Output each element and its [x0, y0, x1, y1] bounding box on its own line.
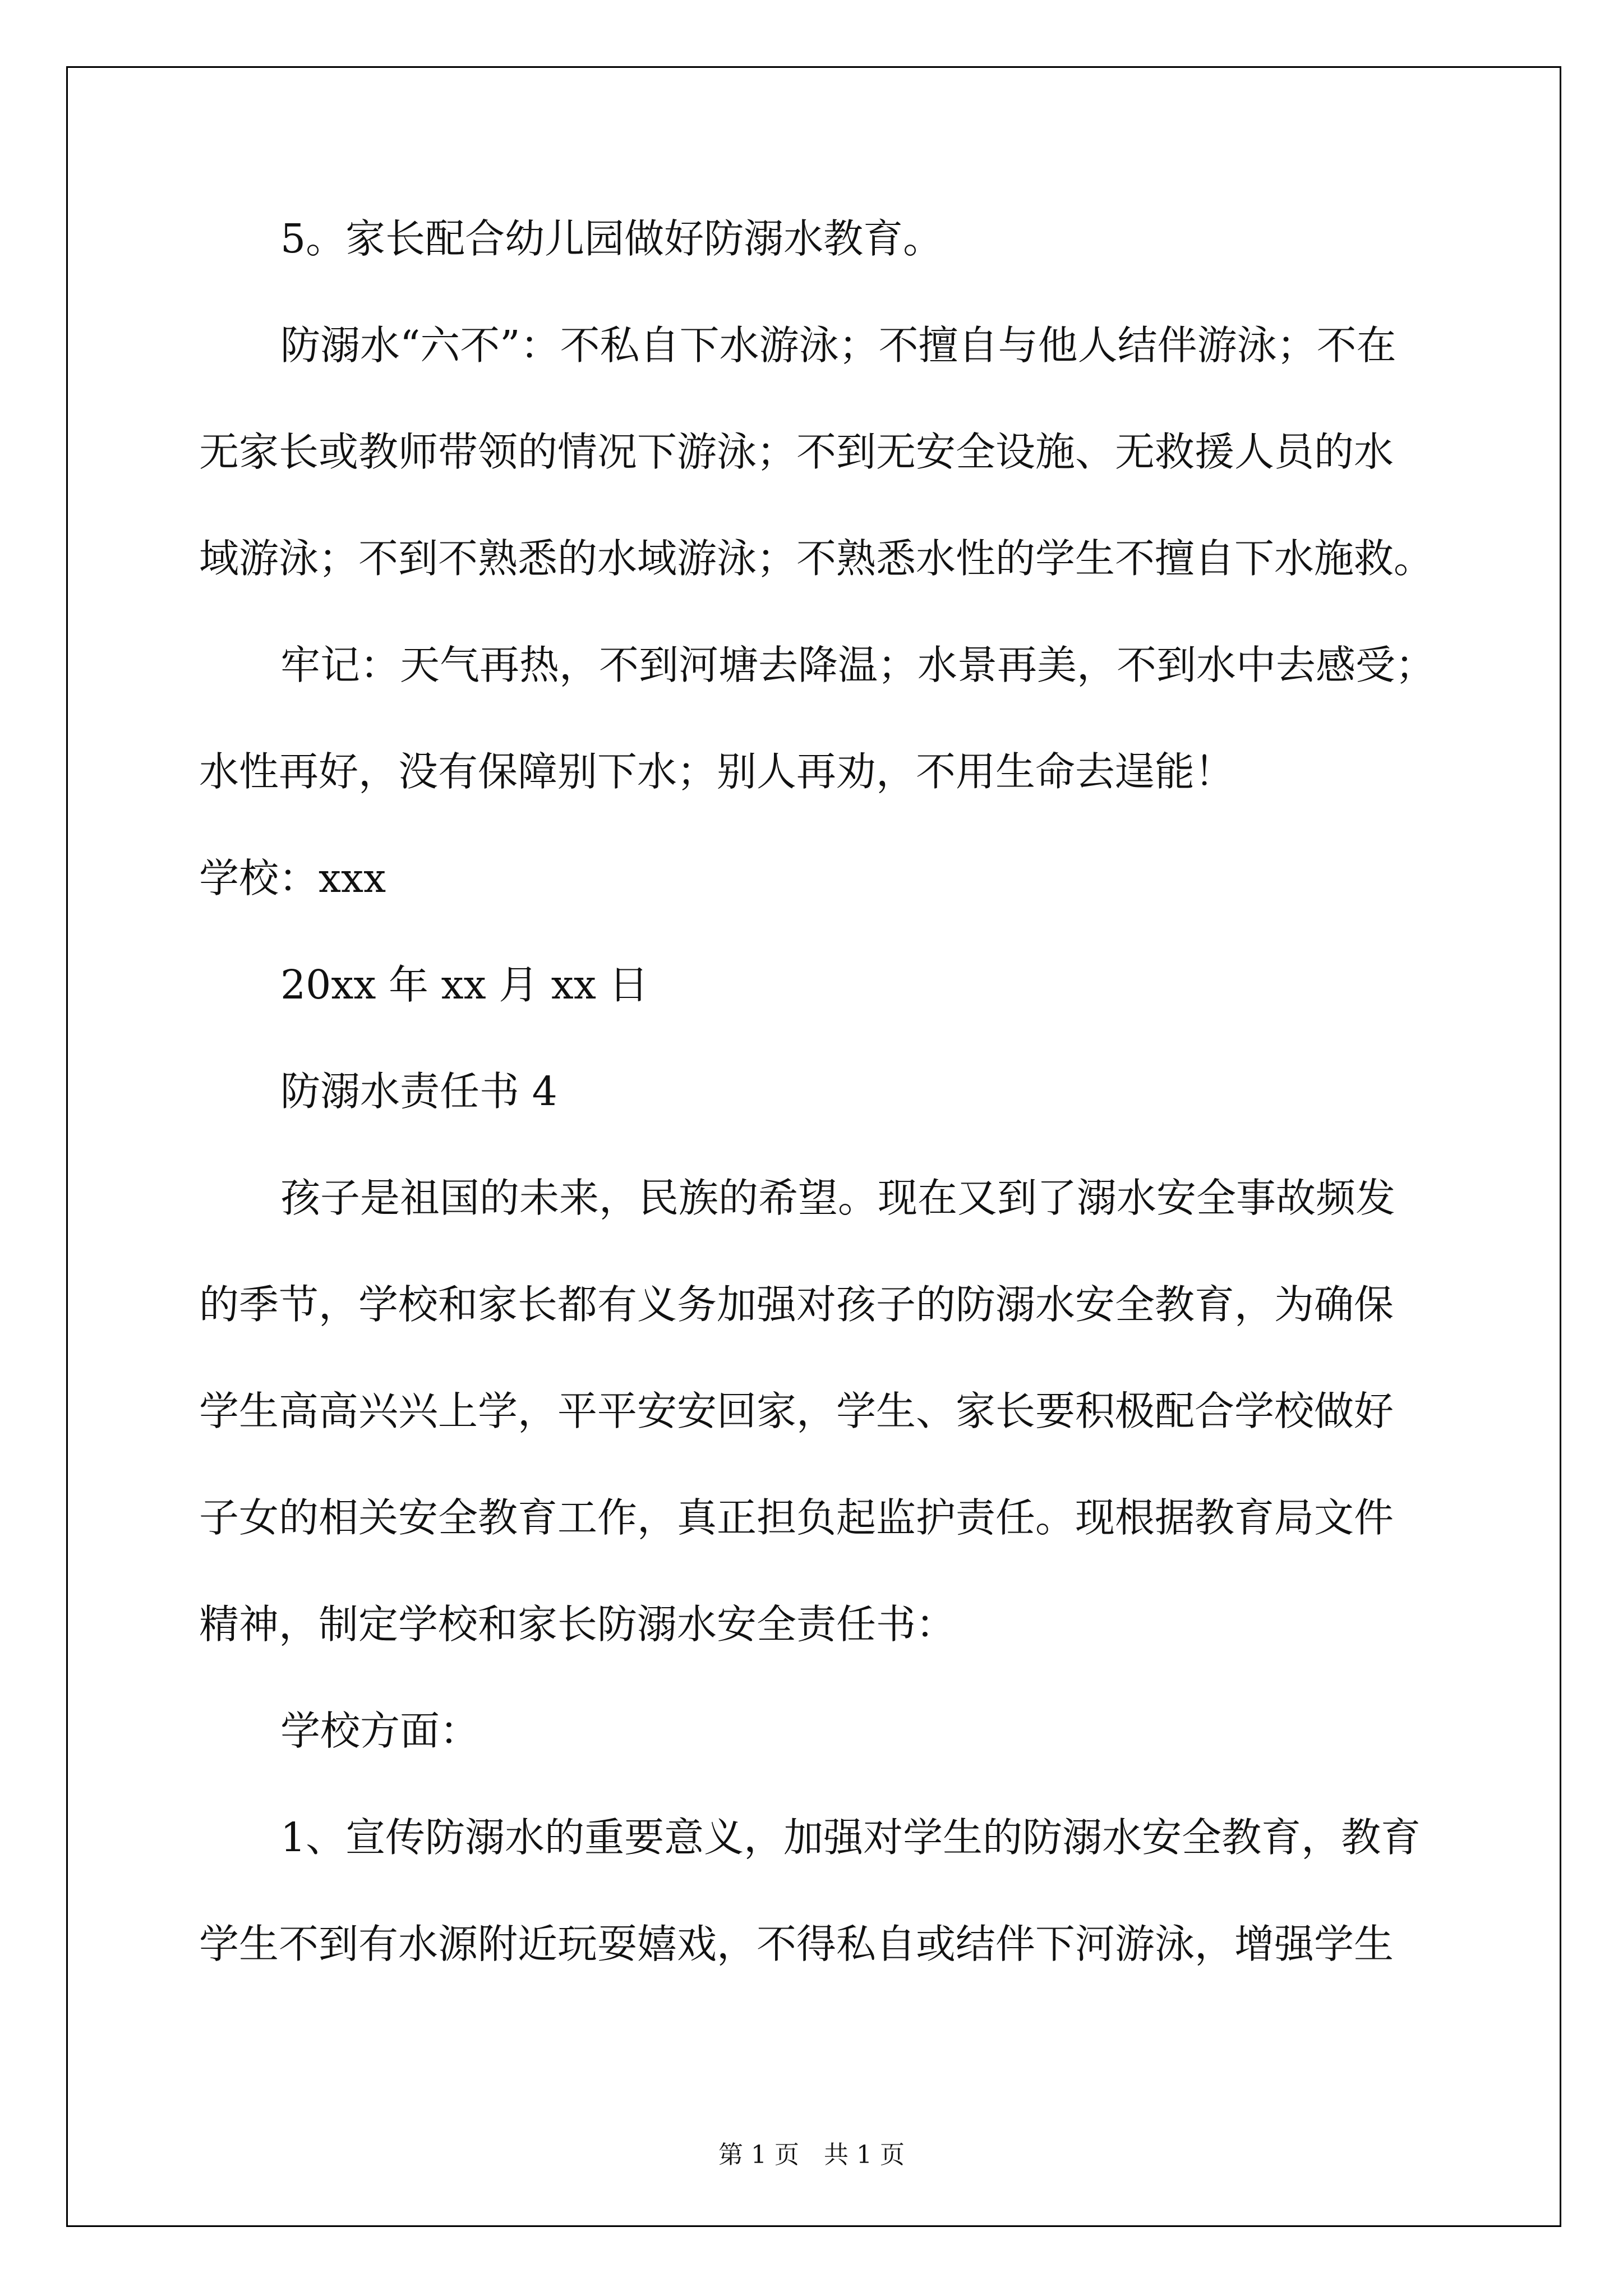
paragraph-line: 学生不到有水源附近玩耍嬉戏，不得私自或结伴下河游泳，增强学生: [199, 1921, 1394, 1967]
paragraph-line: 1、宣传防溺水的重要意义，加强对学生的防溺水安全教育，教育: [280, 1814, 1421, 1861]
page-footer: 第 1 页 共 1 页: [718, 2141, 905, 2169]
subsection-heading: 学校方面：: [280, 1708, 480, 1754]
page-border: [66, 66, 1561, 2227]
paragraph-line: 的季节，学校和家长都有义务加强对孩子的防溺水安全教育，为确保: [199, 1281, 1394, 1328]
paragraph-line: 孩子是祖国的未来，民族的希望。现在又到了溺水安全事故频发: [280, 1175, 1396, 1221]
paragraph-line: 学生高高兴兴上学，平平安安回家，学生、家长要积极配合学校做好: [199, 1388, 1394, 1434]
signature-date: 20xx 年 xx 月 xx 日: [280, 961, 649, 1008]
paragraph-line: 5。家长配合幼儿园做好防溺水教育。: [280, 215, 943, 262]
paragraph-line: 防溺水“六不”：不私自下水游泳；不擅自与他人结伴游泳；不在: [280, 322, 1396, 369]
paragraph-line: 无家长或教师带领的情况下游泳；不到无安全设施、无救援人员的水: [199, 429, 1394, 475]
signature-school: 学校：xxx: [199, 855, 386, 901]
paragraph-line: 域游泳；不到不熟悉的水域游泳；不熟悉水性的学生不擅自下水施救。: [199, 535, 1434, 582]
paragraph-line: 子女的相关安全教育工作，真正担负起监护责任。现根据教育局文件: [199, 1494, 1394, 1541]
section-title: 防溺水责任书 4: [280, 1068, 557, 1115]
paragraph-line: 水性再好，没有保障别下水；别人再劝，不用生命去逞能！: [199, 748, 1235, 795]
paragraph-line: 精神，制定学校和家长防溺水安全责任书：: [199, 1601, 956, 1648]
paragraph-line: 牢记：天气再热，不到河塘去降温；水景再美，不到水中去感受；: [280, 642, 1436, 688]
